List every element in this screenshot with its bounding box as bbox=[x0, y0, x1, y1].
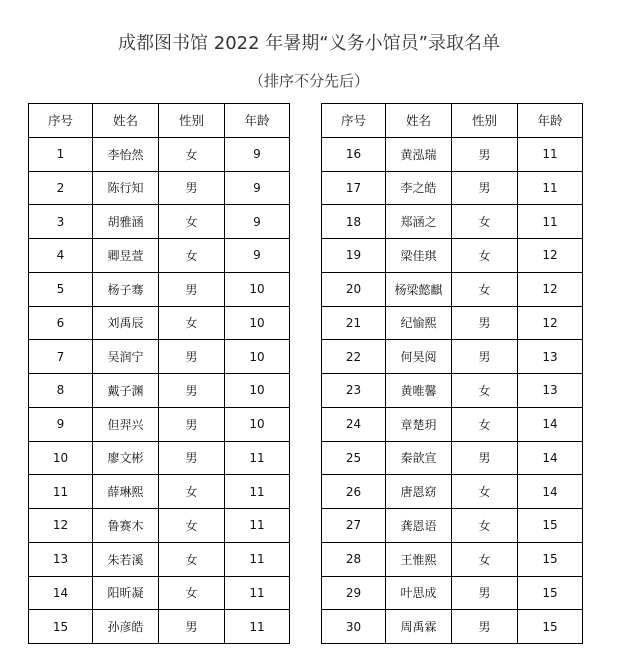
cell-name: 朱若溪 bbox=[93, 542, 159, 576]
cell-gender: 男 bbox=[452, 171, 518, 205]
cell-no: 10 bbox=[29, 441, 93, 475]
cell-age: 14 bbox=[518, 407, 583, 441]
table-row bbox=[322, 340, 583, 374]
cell-no: 13 bbox=[29, 542, 93, 576]
cell-gender: 男 bbox=[452, 576, 518, 610]
table-row bbox=[322, 137, 583, 171]
cell-no: 21 bbox=[322, 306, 386, 340]
cell-name: 何昊阅 bbox=[386, 340, 452, 374]
column-header-age: 年龄 bbox=[225, 104, 290, 138]
cell-age: 11 bbox=[225, 542, 290, 576]
cell-no: 3 bbox=[29, 205, 93, 239]
cell-name: 但羿兴 bbox=[93, 407, 159, 441]
table-row bbox=[29, 137, 290, 171]
cell-name: 阳昕凝 bbox=[93, 576, 159, 610]
table-row bbox=[322, 239, 583, 273]
cell-name: 鲁赛木 bbox=[93, 509, 159, 543]
cell-age: 9 bbox=[225, 137, 290, 171]
cell-no: 23 bbox=[322, 374, 386, 408]
cell-age: 9 bbox=[225, 239, 290, 273]
cell-age: 15 bbox=[518, 576, 583, 610]
cell-no: 8 bbox=[29, 374, 93, 408]
cell-no: 28 bbox=[322, 542, 386, 576]
table-row bbox=[29, 205, 290, 239]
cell-age: 11 bbox=[518, 171, 583, 205]
cell-name: 戴子渊 bbox=[93, 374, 159, 408]
cell-gender: 男 bbox=[159, 407, 225, 441]
page-title: 成都图书馆 2022 年暑期“义务小馆员”录取名单 bbox=[118, 33, 500, 54]
table-row bbox=[29, 610, 290, 644]
cell-name: 廖文彬 bbox=[93, 441, 159, 475]
cell-name: 郑涵之 bbox=[386, 205, 452, 239]
table-row bbox=[322, 407, 583, 441]
cell-no: 19 bbox=[322, 239, 386, 273]
cell-no: 2 bbox=[29, 171, 93, 205]
cell-no: 9 bbox=[29, 407, 93, 441]
column-header-name: 姓名 bbox=[93, 104, 159, 138]
cell-gender: 女 bbox=[452, 407, 518, 441]
cell-name: 李之皓 bbox=[386, 171, 452, 205]
column-header-age: 年龄 bbox=[518, 104, 583, 138]
cell-gender: 女 bbox=[452, 374, 518, 408]
cell-age: 11 bbox=[225, 576, 290, 610]
cell-gender: 女 bbox=[452, 542, 518, 576]
cell-age: 11 bbox=[518, 205, 583, 239]
cell-name: 秦歆宣 bbox=[386, 441, 452, 475]
cell-name: 龚恩语 bbox=[386, 509, 452, 543]
cell-no: 29 bbox=[322, 576, 386, 610]
table-row bbox=[29, 441, 290, 475]
cell-gender: 女 bbox=[452, 272, 518, 306]
cell-gender: 男 bbox=[452, 610, 518, 644]
cell-no: 15 bbox=[29, 610, 93, 644]
table-row bbox=[322, 272, 583, 306]
cell-age: 13 bbox=[518, 340, 583, 374]
cell-age: 13 bbox=[518, 374, 583, 408]
table-row bbox=[322, 542, 583, 576]
table-row bbox=[322, 205, 583, 239]
cell-age: 10 bbox=[225, 374, 290, 408]
table-row bbox=[29, 340, 290, 374]
table-row bbox=[29, 542, 290, 576]
cell-age: 12 bbox=[518, 239, 583, 273]
cell-name: 章楚玥 bbox=[386, 407, 452, 441]
cell-name: 卿昱萱 bbox=[93, 239, 159, 273]
cell-gender: 男 bbox=[159, 272, 225, 306]
cell-gender: 女 bbox=[159, 475, 225, 509]
cell-age: 14 bbox=[518, 441, 583, 475]
table-header-row bbox=[322, 104, 583, 138]
cell-no: 25 bbox=[322, 441, 386, 475]
cell-gender: 男 bbox=[452, 137, 518, 171]
table-row bbox=[322, 610, 583, 644]
cell-name: 纪愉熙 bbox=[386, 306, 452, 340]
cell-age: 10 bbox=[225, 407, 290, 441]
cell-no: 11 bbox=[29, 475, 93, 509]
cell-age: 15 bbox=[518, 509, 583, 543]
cell-gender: 男 bbox=[159, 610, 225, 644]
cell-gender: 男 bbox=[159, 441, 225, 475]
cell-gender: 女 bbox=[159, 137, 225, 171]
table-row bbox=[29, 509, 290, 543]
cell-name: 杨子骞 bbox=[93, 272, 159, 306]
cell-name: 杨梁懿麒 bbox=[386, 272, 452, 306]
cell-name: 吴润宁 bbox=[93, 340, 159, 374]
cell-name: 刘禹辰 bbox=[93, 306, 159, 340]
table-row bbox=[29, 576, 290, 610]
cell-name: 叶思成 bbox=[386, 576, 452, 610]
cell-no: 20 bbox=[322, 272, 386, 306]
column-header-gender: 性别 bbox=[452, 104, 518, 138]
column-header-no: 序号 bbox=[322, 104, 386, 138]
cell-age: 10 bbox=[225, 272, 290, 306]
cell-gender: 女 bbox=[159, 239, 225, 273]
table-row bbox=[29, 272, 290, 306]
cell-gender: 女 bbox=[159, 205, 225, 239]
cell-age: 11 bbox=[225, 441, 290, 475]
cell-gender: 女 bbox=[159, 542, 225, 576]
cell-gender: 女 bbox=[452, 205, 518, 239]
column-header-no: 序号 bbox=[29, 104, 93, 138]
table-row bbox=[322, 509, 583, 543]
cell-no: 1 bbox=[29, 137, 93, 171]
cell-gender: 男 bbox=[159, 340, 225, 374]
table-row bbox=[29, 374, 290, 408]
cell-gender: 女 bbox=[452, 509, 518, 543]
cell-name: 周禹霖 bbox=[386, 610, 452, 644]
cell-gender: 女 bbox=[452, 239, 518, 273]
cell-gender: 女 bbox=[452, 475, 518, 509]
cell-age: 9 bbox=[225, 205, 290, 239]
cell-no: 5 bbox=[29, 272, 93, 306]
cell-age: 15 bbox=[518, 610, 583, 644]
cell-gender: 男 bbox=[452, 340, 518, 374]
table-row bbox=[29, 171, 290, 205]
cell-gender: 男 bbox=[452, 441, 518, 475]
roster-table-right bbox=[321, 103, 583, 644]
cell-age: 15 bbox=[518, 542, 583, 576]
table-row bbox=[322, 475, 583, 509]
cell-no: 18 bbox=[322, 205, 386, 239]
table-row bbox=[29, 475, 290, 509]
cell-name: 薛琳熙 bbox=[93, 475, 159, 509]
cell-gender: 男 bbox=[452, 306, 518, 340]
cell-no: 14 bbox=[29, 576, 93, 610]
table-row bbox=[322, 441, 583, 475]
cell-age: 9 bbox=[225, 171, 290, 205]
cell-age: 11 bbox=[225, 509, 290, 543]
cell-name: 唐恩窈 bbox=[386, 475, 452, 509]
cell-gender: 男 bbox=[159, 374, 225, 408]
table-row bbox=[322, 306, 583, 340]
cell-no: 17 bbox=[322, 171, 386, 205]
cell-no: 30 bbox=[322, 610, 386, 644]
cell-no: 22 bbox=[322, 340, 386, 374]
cell-no: 6 bbox=[29, 306, 93, 340]
cell-no: 16 bbox=[322, 137, 386, 171]
cell-age: 10 bbox=[225, 340, 290, 374]
cell-name: 梁佳琪 bbox=[386, 239, 452, 273]
table-row bbox=[29, 306, 290, 340]
cell-name: 黄唯馨 bbox=[386, 374, 452, 408]
cell-no: 26 bbox=[322, 475, 386, 509]
cell-no: 12 bbox=[29, 509, 93, 543]
cell-no: 7 bbox=[29, 340, 93, 374]
cell-no: 4 bbox=[29, 239, 93, 273]
table-row bbox=[322, 171, 583, 205]
cell-name: 胡雅涵 bbox=[93, 205, 159, 239]
cell-gender: 女 bbox=[159, 306, 225, 340]
table-row bbox=[322, 576, 583, 610]
cell-name: 孙彦皓 bbox=[93, 610, 159, 644]
column-header-name: 姓名 bbox=[386, 104, 452, 138]
cell-age: 11 bbox=[225, 475, 290, 509]
cell-age: 14 bbox=[518, 475, 583, 509]
page-subtitle: （排序不分先后） bbox=[248, 72, 369, 90]
cell-no: 27 bbox=[322, 509, 386, 543]
roster-table-left bbox=[28, 103, 290, 644]
cell-name: 陈行知 bbox=[93, 171, 159, 205]
cell-gender: 女 bbox=[159, 576, 225, 610]
cell-age: 12 bbox=[518, 272, 583, 306]
table-row bbox=[322, 374, 583, 408]
cell-age: 12 bbox=[518, 306, 583, 340]
cell-gender: 男 bbox=[159, 171, 225, 205]
cell-gender: 女 bbox=[159, 509, 225, 543]
cell-age: 10 bbox=[225, 306, 290, 340]
table-header-row bbox=[29, 104, 290, 138]
cell-name: 黄泓瑞 bbox=[386, 137, 452, 171]
column-header-gender: 性别 bbox=[159, 104, 225, 138]
table-row bbox=[29, 407, 290, 441]
cell-no: 24 bbox=[322, 407, 386, 441]
cell-name: 王惟熙 bbox=[386, 542, 452, 576]
cell-name: 李怡然 bbox=[93, 137, 159, 171]
cell-age: 11 bbox=[225, 610, 290, 644]
table-row bbox=[29, 239, 290, 273]
cell-age: 11 bbox=[518, 137, 583, 171]
